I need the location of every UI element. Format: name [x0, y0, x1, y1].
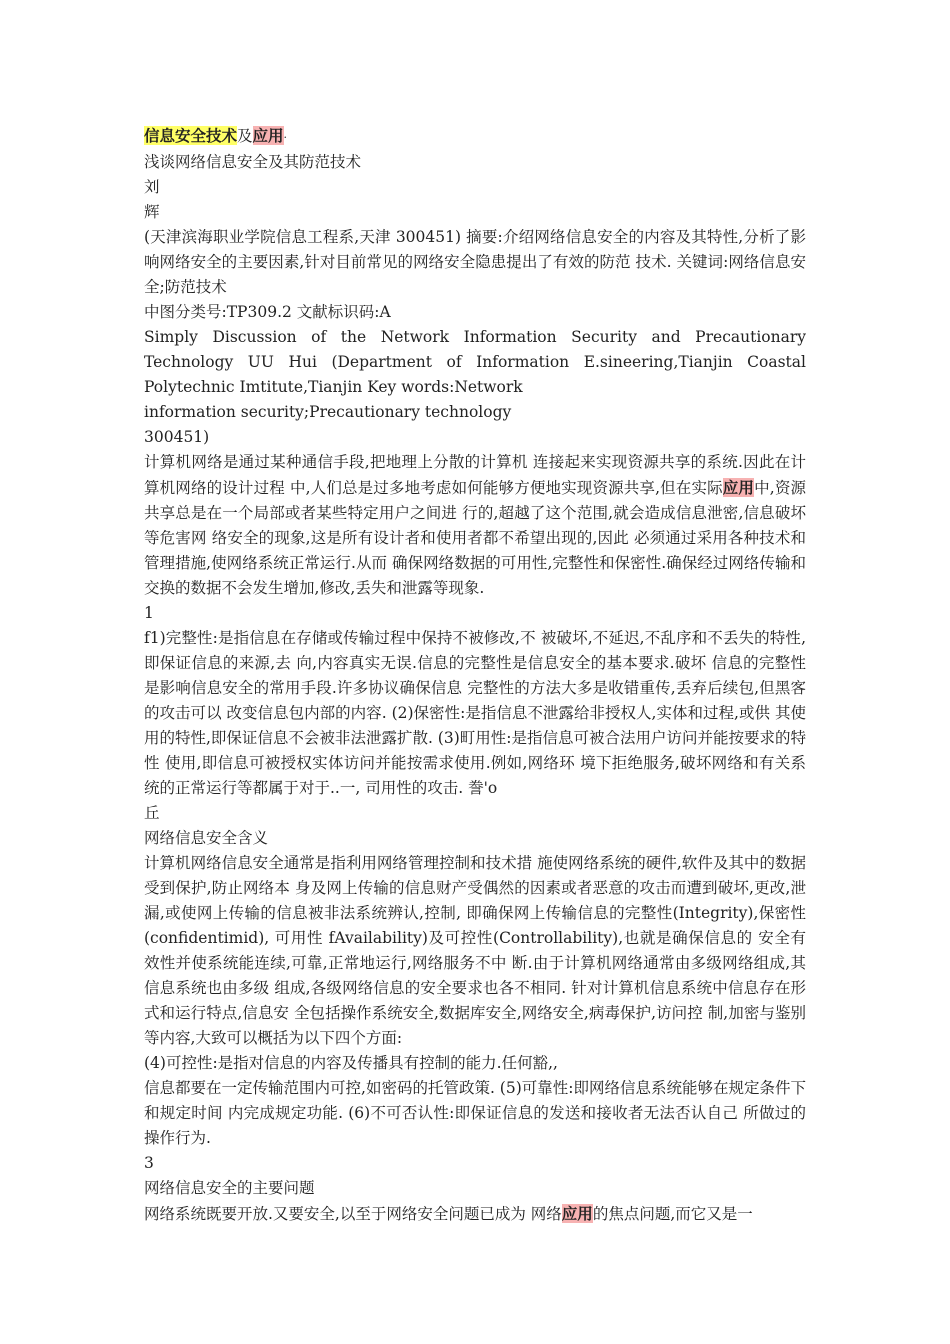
highlight-keyword: 信息安全技术	[144, 126, 238, 145]
intro-text-a: 计算机网络是通过某种通信手段,把地理上分散的计算机 连接起来实现资源共享的系统.因此在计算机网络的设计过程 中,人们总是过多地考虑如何能够方便地实现资源共享,但在实际	[144, 453, 806, 497]
last-text-b: 的焦点问题,而它又是一	[592, 1205, 753, 1223]
section-number: 3	[144, 1154, 154, 1172]
header-dot: ·	[283, 131, 288, 144]
controllability-line: (4)可控性:是指对信息的内容及传播具有控制的能力.任何豁,,	[144, 1054, 558, 1072]
article-title: 浅谈网络信息安全及其防范技术	[144, 153, 362, 171]
english-abstract-paragraph: Simply Discussion of the Network Information Security and Precautionary Technology UU Hui (Department of Information E.sineering,Tianjin Coastal Polytechnic Imtitute,Tianjin Key words:Network	[144, 328, 806, 396]
highlight-keyword: 应用	[722, 478, 755, 497]
document-page	[144, 123, 806, 1227]
section-heading: 网络信息安全含义	[144, 829, 269, 847]
author-given-name: 辉	[144, 203, 160, 221]
properties-paragraph: f1)完整性:是指信息在存储或传输过程中保持不被修改,不 被破坏,不延迟,不乱序和不丢失的特性,即保证信息的来源,去 向,内容真实无误.信息的完整性是信息安全的基本要求.破坏 信息的完整性是影响信息安全的常用手段.许多协议确保信息 完整性的方法大多是收错重传,丢弃后续包,但黑客的攻击可以 改变信息包内部的内容. (2)保密性:是指信息不泄露给非授权人,实体和过程,或供 其使用的特性,即保证信息不会被非法泄露扩散. (3)町用性:是指信息可被合法用户访问并能按要求的特性 使用,即信息可被授权实体访问并能按需求使用.例如,网络环 境下拒绝服务,破坏网络和有关系统的正常运行等都属于对于..一, 司用性的攻击. 誊'o	[144, 629, 806, 797]
last-text-a: 网络系统既要开放.又要安全,以至于网络安全问题已成为 网络	[144, 1205, 562, 1223]
intro-paragraph	[144, 450, 806, 601]
classification-line: 中图分类号:TP309.2 文献标识码:A	[144, 303, 391, 321]
header-line	[144, 123, 806, 150]
intro-text-b: 中,资源共享总是在一个局部或者某些特定用户之间进 行的,超越了这个范围,就会造成信息泄密,信息破坏等危害网 络安全的现象,这是所有设计者和使用者都不希望出现的,因此 必须通过采用各种技术和管理措施,使网络系统正常运行.从而 确保网络数据的可用性,完整性和保密性.确保经过网络传输和 交换的数据不会发生增加,修改,丢失和泄露等现象.	[144, 479, 806, 597]
meaning-paragraph: 计算机网络信息安全通常是指利用网络管理控制和技术措 施使网络系统的硬件,软件及其中的数据受到保护,防止网络本 身及网上传输的信息财产受偶然的因素或者恶意的攻击而遭到破坏,更改,泄漏,或使网上传输的信息被非法系统辨认,控制, 即确保网上传输信息的完整性(Integrity),保密性(confidentimid), 可用性 fAvailability)及可控性(Controllability),也就是确保信息的 安全有效性并使系统能连续,可靠,正常地运行,网络服务不中 断.由于计算机网络通常由多级网络组成,其信息系统也由多级 组成,各级网络信息的安全要求也各不相同. 针对计算机信息系统中信息存在形式和运行特点,信息安 全包括操作系统安全,数据库安全,网络安全,病毒保护,访问控 制,加密与鉴别等内容,大致可以概括为以下四个方面:	[144, 854, 806, 1047]
author-surname: 刘	[144, 178, 160, 196]
english-postcode-line: 300451)	[144, 428, 210, 446]
section-heading: 网络信息安全的主要问题	[144, 1179, 315, 1197]
last-paragraph	[144, 1201, 806, 1227]
header-connector: 及	[237, 127, 253, 145]
stray-char-line: 丘	[144, 804, 160, 822]
reliability-paragraph: 信息都要在一定传输范围内可控,如密码的托管政策. (5)可靠性:即网络信息系统能够在规定条件下和规定时间 内完成规定功能. (6)不可否认性:即保证信息的发送和接收者无法否认自己 所做过的操作行为.	[144, 1079, 806, 1147]
section-number: 1	[144, 604, 154, 622]
english-keywords-line: information security;Precautionary technology	[144, 403, 512, 421]
highlight-keyword: 应用	[252, 126, 284, 145]
abstract-paragraph: (天津滨海职业学院信息工程系,天津 300451) 摘要:介绍网络信息安全的内容及其特性,分析了影响网络安全的主要因素,针对目前常见的网络安全隐患提出了有效的防范 技术. 关键词:网络信息安全;防范技术	[144, 228, 806, 296]
highlight-keyword: 应用	[561, 1204, 593, 1223]
